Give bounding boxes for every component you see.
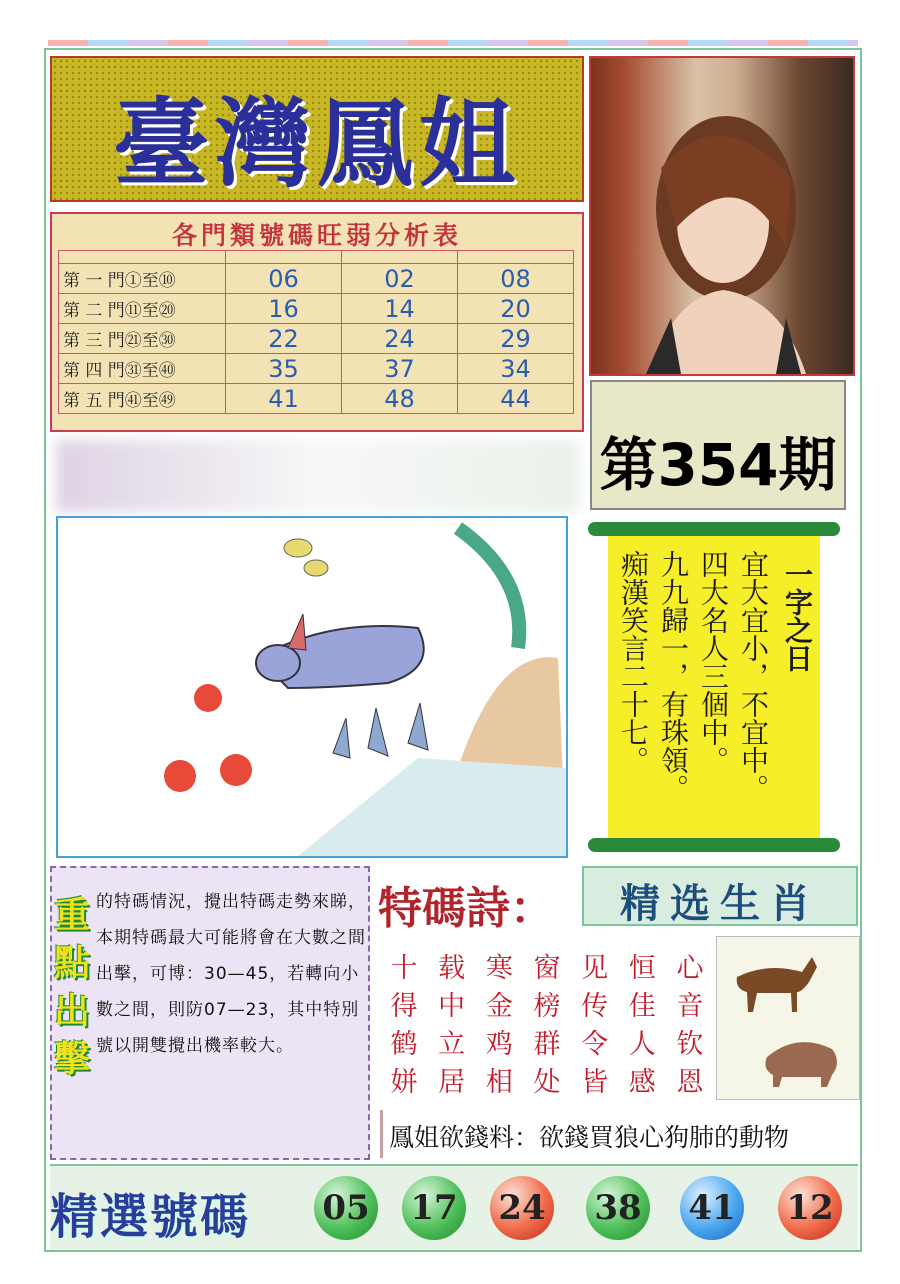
table-cell: 02 [342, 264, 458, 294]
poem-char: 佳 [628, 991, 656, 1022]
poem-char: 立 [438, 1029, 466, 1060]
blurred-strip [56, 440, 580, 512]
pig-icon [765, 1042, 837, 1087]
table-cell: 14 [342, 294, 458, 324]
poem-char: 十 [390, 953, 418, 984]
row-label: 第 二 門⑪至⑳ [59, 294, 226, 324]
table-cell: 35 [226, 354, 342, 384]
zodiac-animals-image [716, 936, 860, 1100]
row-label: 第 五 門㊶至㊾ [59, 384, 226, 414]
poem-row [384, 984, 710, 1022]
poem-char: 鹤 [390, 1029, 418, 1060]
analysis-table [50, 212, 584, 432]
table-cell: 22 [226, 324, 342, 354]
table-cell: 48 [342, 384, 458, 414]
table-row [59, 294, 574, 324]
table-cell: 29 [458, 324, 574, 354]
table-cell: 06 [226, 264, 342, 294]
number-ball: 41 [680, 1176, 744, 1240]
poem-row [384, 1060, 710, 1098]
poem-char: 处 [533, 1067, 561, 1098]
issue-box [590, 380, 846, 510]
poem-char: 令 [581, 1029, 609, 1060]
money-line-box [380, 1110, 859, 1158]
scroll-column: 宜大宜小，不宜中。 [737, 550, 770, 802]
poem-row [384, 1022, 710, 1060]
poem-char: 居 [438, 1067, 466, 1098]
poem-char: 相 [485, 1067, 513, 1098]
rabbit-illustration [56, 516, 568, 858]
poem-char: 音 [676, 991, 704, 1022]
poem-char: 得 [390, 991, 418, 1022]
number-table [58, 250, 574, 414]
zodiac-pick-label: 精选生肖 [620, 880, 820, 927]
number-ball: 38 [586, 1176, 650, 1240]
top-decoration [48, 40, 858, 46]
table-cell: 24 [342, 324, 458, 354]
selection-label: 精選號碼 [50, 1189, 251, 1245]
poem-char: 金 [485, 991, 513, 1022]
poem-char: 群 [533, 1029, 561, 1060]
riddle-scroll [588, 522, 840, 852]
number-ball: 24 [490, 1176, 554, 1240]
poem-char: 人 [628, 1029, 656, 1060]
focus-text: 的特碼情況，攪出特碼走勢來睇，本期特碼最大可能將會在大數之間出擊，可博：30—45，若轉向小數之間，則防07—23，其中特別號以開雙攪出機率較大。 [96, 892, 366, 1056]
scroll-column: 九九歸一，有珠領。 [657, 550, 690, 802]
poem-char: 姘 [390, 1067, 418, 1098]
scroll-rod-top [588, 522, 840, 536]
poem-title: 特碼詩： [378, 883, 554, 934]
poem-char: 钦 [676, 1029, 704, 1060]
row-label: 第 三 門㉑至㉚ [59, 324, 226, 354]
poem-char: 寒 [485, 953, 513, 984]
issue-number: 第354期 [599, 431, 837, 499]
number-ball: 17 [402, 1176, 466, 1240]
focus-side-label: 重點出擊 [53, 895, 90, 1080]
table-row [59, 264, 574, 294]
scroll-rod-bottom [588, 838, 840, 852]
table-cell: 37 [342, 354, 458, 384]
poem-char: 心 [676, 953, 704, 984]
table-cell: 20 [458, 294, 574, 324]
row-label: 第 一 門①至⑩ [59, 264, 226, 294]
horse-icon [737, 957, 817, 1012]
model-photo [589, 56, 855, 376]
table-row [59, 324, 574, 354]
table-row [59, 354, 574, 384]
poem-grid [384, 946, 710, 1098]
scroll-column: 痴漢笑言二十七。 [617, 550, 650, 774]
poem-char: 恩 [676, 1067, 704, 1098]
poem-char: 恒 [628, 953, 656, 984]
title-banner [50, 56, 584, 202]
focus-panel [50, 866, 370, 1160]
table-header: 各門類號碼旺弱分析表 [171, 221, 462, 250]
table-cell: 08 [458, 264, 574, 294]
poem-char: 鸡 [485, 1029, 513, 1060]
number-ball: 05 [314, 1176, 378, 1240]
page-title: 臺灣鳳姐 [113, 88, 521, 200]
money-line: 鳳姐欲錢料：欲錢買狼心狗肺的動物 [389, 1123, 790, 1152]
table-row [59, 384, 574, 414]
poem-char: 窗 [533, 953, 561, 984]
poem-char: 载 [438, 953, 466, 984]
poem-char: 感 [628, 1067, 656, 1098]
poem-row [384, 946, 710, 984]
poem-char: 榜 [533, 991, 561, 1022]
number-ball: 12 [778, 1176, 842, 1240]
scroll-paper [608, 536, 820, 838]
zodiac-pick-box [582, 866, 858, 926]
poem-heading [378, 872, 568, 932]
selection-bar [50, 1164, 858, 1250]
table-cell: 16 [226, 294, 342, 324]
scroll-heading: 一字之日 [781, 560, 814, 672]
poem-char: 见 [581, 953, 609, 984]
poem-char: 传 [581, 991, 609, 1022]
table-cell: 41 [226, 384, 342, 414]
column-header-row [59, 251, 574, 264]
row-label: 第 四 門㉛至㊵ [59, 354, 226, 384]
table-cell: 34 [458, 354, 574, 384]
poem-char: 中 [438, 991, 466, 1022]
table-cell: 44 [458, 384, 574, 414]
scroll-column: 四大名人三個中。 [697, 550, 730, 774]
poem-char: 皆 [581, 1067, 609, 1098]
